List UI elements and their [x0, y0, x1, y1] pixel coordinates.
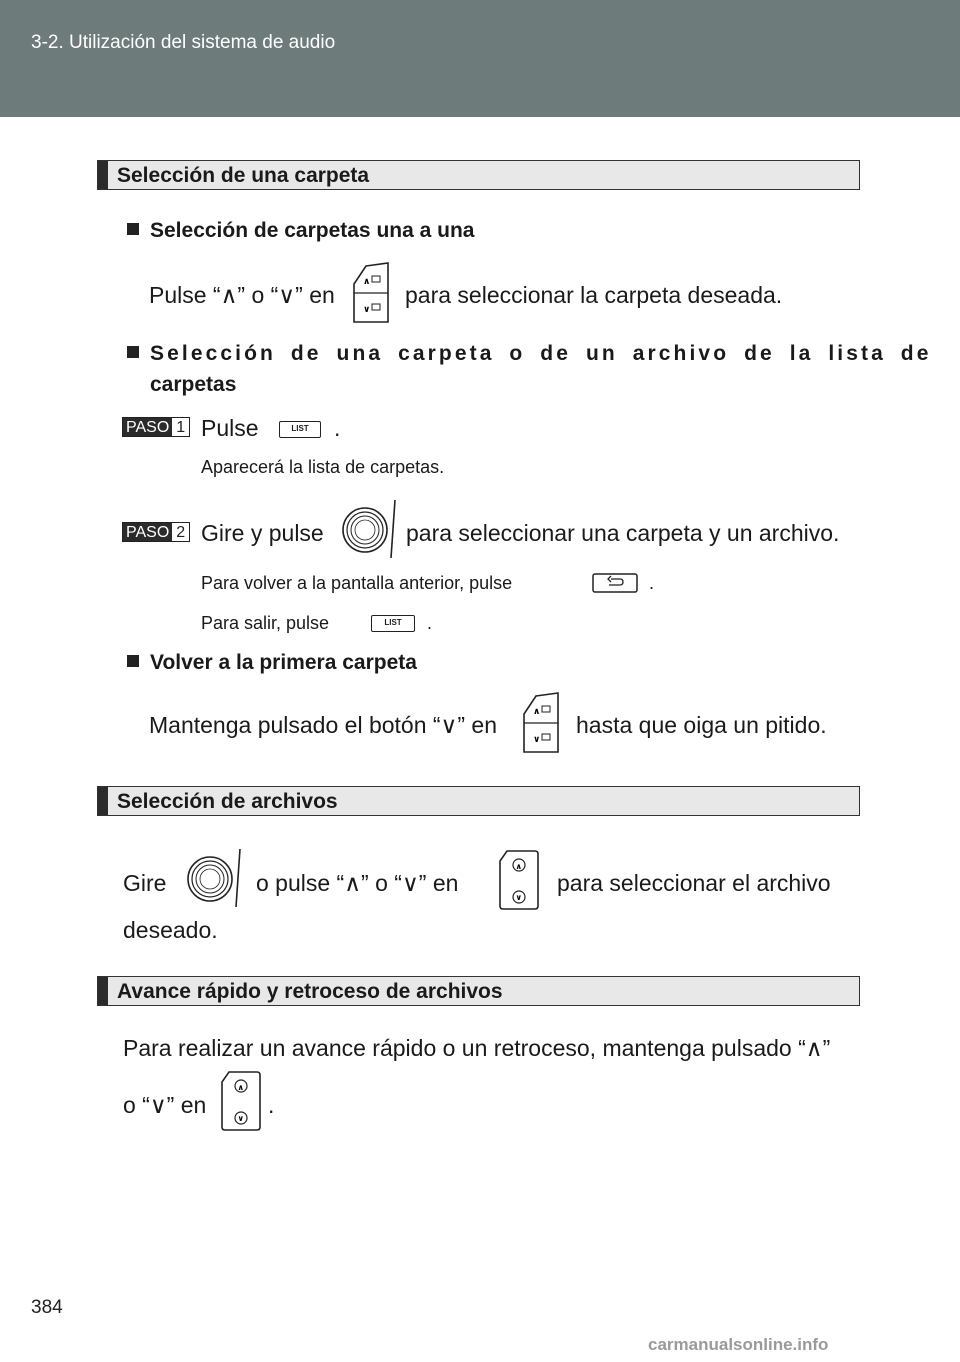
- svg-text:∧: ∧: [237, 1083, 244, 1092]
- paso-1-badge: PASO 1: [122, 417, 190, 437]
- bullet-carpetas-una-a-una: Selección de carpetas una a una: [127, 219, 474, 243]
- section-heading-avance: Avance rápido y retroceso de archivos: [97, 976, 860, 1006]
- svg-text:∧: ∧: [515, 862, 522, 871]
- b1-text-pre: Pulse “∧” o “∨” en: [149, 282, 335, 308]
- chapter-title: 3-2. Utilización del sistema de audio: [31, 32, 336, 53]
- paso1-text-post: .: [334, 415, 341, 441]
- watermark: carmanualsonline.info: [648, 1335, 829, 1354]
- steering-seek-switch-icon: [219, 1070, 263, 1132]
- note-back-pre: Para volver a la pantalla anterior, pulse: [201, 573, 513, 593]
- svg-text:∨: ∨: [515, 893, 522, 902]
- bullet-primera-carpeta: Volver a la primera carpeta: [127, 651, 417, 675]
- avance-line1: Para realizar un avance rápido o un retroceso, mantenga pulsado “∧”: [123, 1035, 831, 1061]
- archivos-gire: Gire: [123, 870, 167, 896]
- bullet-lista-de-carpetas: Selección de una carpeta o de un archivo de la lista de: [127, 342, 857, 366]
- avance-line2-pre: o “∨” en: [123, 1092, 207, 1118]
- note-back-post: .: [649, 573, 655, 593]
- b3-text-pre: Mantenga pulsado el botón “∨” en: [149, 712, 498, 738]
- svg-text:∧: ∧: [363, 277, 371, 287]
- archivos-line2: deseado.: [123, 917, 218, 943]
- tune-select-knob-icon: [184, 847, 244, 909]
- archivos-mid: o pulse “∧” o “∨” en: [256, 870, 459, 896]
- steering-folder-switch-icon: [520, 692, 562, 754]
- page-number: 384: [31, 1297, 63, 1318]
- avance-line2-post: .: [268, 1092, 275, 1118]
- steering-seek-switch-icon: [497, 849, 541, 911]
- svg-text:∨: ∨: [237, 1114, 244, 1123]
- list-button-icon: LIST: [371, 615, 415, 632]
- paso2-text-post: para seleccionar una carpeta y un archivo.: [406, 520, 840, 546]
- paso-2-badge: PASO 2: [122, 522, 190, 542]
- svg-text:∧: ∧: [533, 707, 541, 717]
- archivos-post: para seleccionar el archivo: [557, 870, 831, 896]
- note-exit-pre: Para salir, pulse: [201, 613, 330, 633]
- note-exit-post: .: [427, 613, 433, 633]
- section-heading-archivos: Selección de archivos: [97, 786, 860, 816]
- svg-text:∨: ∨: [533, 735, 541, 745]
- b3-text-post: hasta que oiga un pitido.: [576, 712, 827, 738]
- steering-folder-switch-icon: [350, 262, 392, 324]
- paso2-text-pre: Gire y pulse: [201, 520, 324, 546]
- header-bar: [0, 0, 960, 117]
- list-button-icon: LIST: [279, 421, 321, 438]
- section-heading-carpeta: Selección de una carpeta: [97, 160, 860, 190]
- paso1-text-pre: Pulse: [201, 415, 259, 441]
- tune-select-knob-icon: [339, 498, 403, 560]
- back-button-icon: [592, 573, 638, 593]
- bullet-lista-de-carpetas-line2: carpetas: [150, 373, 237, 396]
- paso1-note: Aparecerá la lista de carpetas.: [201, 457, 445, 477]
- svg-text:∨: ∨: [363, 305, 371, 315]
- b1-text-post: para seleccionar la carpeta deseada.: [405, 282, 783, 308]
